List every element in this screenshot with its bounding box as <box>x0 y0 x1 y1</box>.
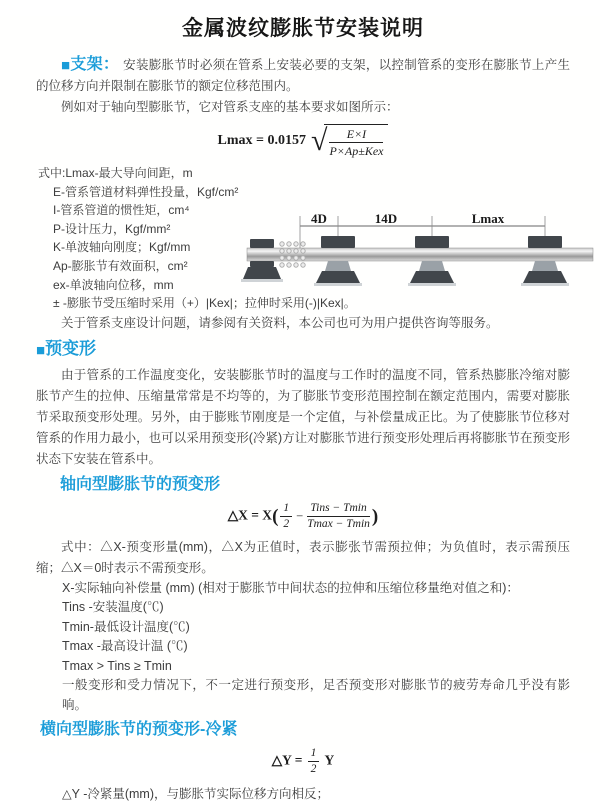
variable-item: Tmax -最高设计温 (℃) <box>62 639 188 654</box>
pipe-support-diagram <box>245 208 595 304</box>
fraction-numerator: 1 <box>308 747 320 762</box>
definition-item: E-管系管道材料弹性投量，Kgf/cm² <box>53 184 239 199</box>
support-example-line: 例如对于轴向型膨胀节，它对管系支座的基本要求如图所示： <box>61 100 399 114</box>
definition-item-plus-minus: ± -膨胀节受压缩时采用（+）|Kex|；拉伸时采用(-)|Kex|。 <box>53 296 356 311</box>
support-intro-text: 安装膨胀节时必须在管系上安装必要的支架，以控制管系的变形在膨胀节上产生的位移方向并限制在膨胀节的额定位移范围内。 <box>36 58 570 93</box>
lmax-formula <box>36 124 570 158</box>
axial-variable-list <box>36 579 570 716</box>
square-bullet-icon: ■ <box>61 57 71 74</box>
fatigue-note: 一般变形和受力情况下，不一定进行预变形，足否预变形对膨胀节的疲劳寿命几乎没有影响。 <box>62 678 570 712</box>
lateral-formula-rhs: Y <box>324 752 335 768</box>
dim-label-lmax: Lmax <box>471 211 505 226</box>
sqrt-radical-icon: √ <box>311 124 328 157</box>
page-title: 金属波纹膨胀节安装说明 <box>182 17 424 40</box>
minus-sign: − <box>296 508 304 523</box>
lmax-formula-denominator: P×Ap±Kex <box>329 144 384 158</box>
temperature-fraction <box>307 502 370 531</box>
square-bullet-icon: ■ <box>36 341 46 359</box>
definition-item: I-管系管道的惯性矩，cm⁴ <box>53 203 190 218</box>
document-page <box>0 16 600 802</box>
pipe <box>247 248 593 261</box>
one-half-fraction <box>308 747 320 776</box>
lateral-predeform-formula <box>36 747 570 776</box>
consult-note: 关于管系支座设计问题，请参阅有关资料，本公司也可为用户提供咨询等服务。 <box>61 315 499 330</box>
dim-label-14d: 14D <box>374 211 398 226</box>
definition-item: 式中:Lmax-最大导向间距，m <box>38 166 193 180</box>
support-intro-paragraph <box>36 54 570 97</box>
fraction-numerator: 1 <box>280 502 292 517</box>
fraction-denominator: Tmax − Tmin <box>307 517 370 530</box>
axial-formula-lhs: △X = X <box>227 507 273 523</box>
variable-item: X-实际轴向补偿量 (mm) (相对于膨胀节中间状态的拉伸和压缩位移量绝对值之和)： <box>62 580 519 595</box>
open-paren: ( <box>272 505 279 527</box>
definition-item: P-设计压力，Kgf/mm² <box>53 221 171 236</box>
variable-item: Tmin-最低设计温度(℃) <box>62 619 190 634</box>
close-paren: ) <box>371 505 379 527</box>
one-half-fraction <box>280 502 292 531</box>
predeform-body-paragraph: 由于管系的工作温度变化，安装膨胀节时的温度与工作时的温度不同，管系热膨胀冷缩对膨胀节产生的拉伸、压缩量常常是不均等的，为了膨胀节变形范围控制在额定范围内，需要对膨胀节采取预变形处理。另外，由于膨账节刚度是一个定值，与补偿量成正比。为了使膨胀节位移对管系的作用力最小，也可以采用预变形(冷紧)方让对膨胀节进行预变形处理后再将膨胀节在预变形状态下安装在管系中。 <box>36 367 570 466</box>
dim-label-4d: 4D <box>311 211 327 226</box>
fraction-denominator: 2 <box>310 763 317 776</box>
fraction-numerator: Tins − Tmin <box>307 502 370 517</box>
definition-item: Ap-膨胀节有效面积，cm² <box>53 258 188 273</box>
lateral-formula-lhs: △Y = <box>271 752 303 768</box>
predeform-heading-text: 预变形 <box>45 338 97 358</box>
variable-item: Tmax > Tins ≥ Tmin <box>62 658 172 673</box>
support-section-heading: 支架： <box>70 56 120 73</box>
predeform-section-title <box>36 337 570 363</box>
axial-predeform-heading: 轴向型膨胀节的预变形 <box>60 475 221 493</box>
definition-item: K-单波轴向刚度；Kgf/mm <box>53 240 191 255</box>
lmax-formula-lhs: Lmax = 0.0157 <box>217 132 306 148</box>
variable-item: Tins -安装温度(℃) <box>62 600 164 615</box>
lmax-formula-fraction <box>324 124 388 158</box>
lmax-formula-numerator: E×I <box>329 127 383 143</box>
axial-formula-explanation: 式中：△X-预变形量(mm)，△X为正值时，表示膨张节需预拉伸；为负值时，表示需预压缩；△X＝0时表示不需预变形。 <box>36 539 570 575</box>
definition-item: ex-单波轴向位移，mm <box>53 277 174 292</box>
axial-predeform-formula <box>36 502 570 531</box>
lateral-predeform-heading: 横向型膨胀节的预变形-冷紧 <box>40 721 238 739</box>
cold-tighten-note: △Y -冷紧量(mm)，与膨胀节实际位移方向相反； <box>62 787 330 802</box>
fraction-denominator: 2 <box>283 517 290 530</box>
